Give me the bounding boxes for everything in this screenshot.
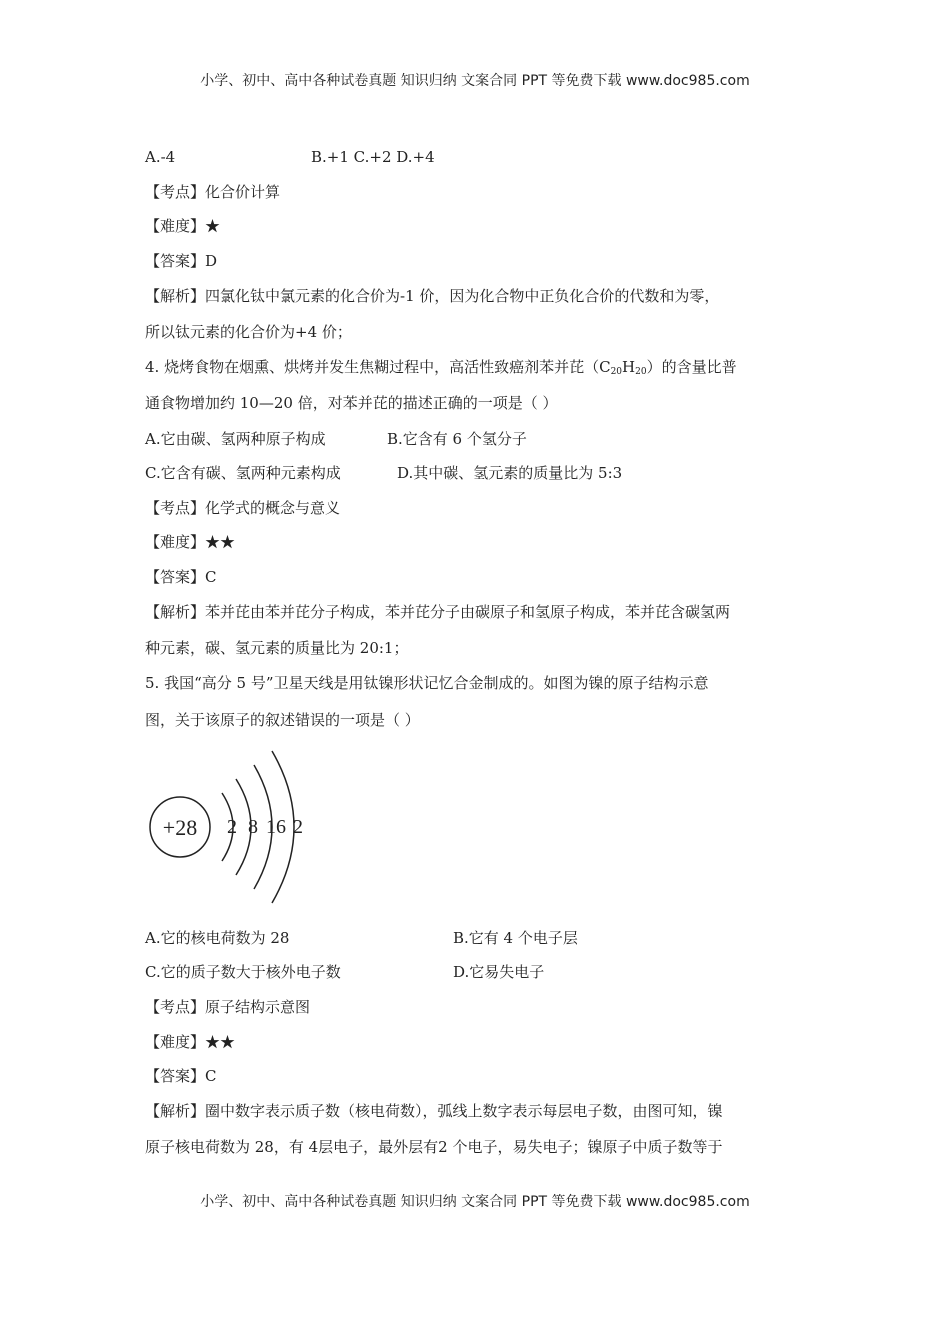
q3-jiexi-line2: 所以钛元素的化合价为+4 价； (145, 323, 352, 341)
q4-options-row1 (145, 429, 527, 449)
q4-option-b: B.它含有 6 个氢分子 (387, 430, 527, 448)
q4-kaodian: 【考点】化学式的概念与意义 (145, 499, 341, 517)
q4-subscript-c: 20 (610, 367, 623, 377)
q4-stem-text-c: ）的含量比普 (646, 358, 737, 376)
q3-options-bcd: B.+1 C.+2 D.+4 (311, 148, 435, 166)
q4-stem-line1 (145, 357, 737, 382)
shell-electrons-1: 2 (227, 816, 237, 838)
q4-options-row2 (145, 463, 623, 483)
q4-subscript-h: 20 (635, 367, 647, 377)
q5-nandu: 【难度】★★ (145, 1033, 236, 1051)
q4-jiexi-line2: 种元素，碳、氢元素的质量比为 20:1； (145, 639, 409, 657)
q5-daan: 【答案】C (145, 1067, 217, 1085)
q3-daan: 【答案】D (145, 252, 218, 270)
q5-options-row1 (145, 928, 578, 948)
q5-stem-line2: 图，关于该原子的叙述错误的一项是（ ） (145, 711, 420, 729)
q4-option-a: A.它由碳、氢两种原子构成 (145, 430, 326, 448)
shell-electrons-2: 8 (248, 816, 258, 838)
q5-jiexi-line2: 原子核电荷数为 28，有 4层电子，最外层有2 个电子，易失电子；镍原子中质子数等于 (145, 1138, 723, 1156)
q4-option-c: C.它含有碳、氢两种元素构成 (145, 464, 341, 482)
q4-stem-text-a: 4. 烧烤食物在烟熏、烘烤并发生焦糊过程中，高活性致癌剂苯并芘（C (145, 358, 611, 376)
q5-kaodian: 【考点】原子结构示意图 (145, 998, 311, 1016)
q4-stem-text-h: H (622, 358, 636, 376)
q3-kaodian: 【考点】化合价计算 (145, 183, 281, 201)
q3-option-a: A.-4 (145, 148, 176, 166)
q5-option-c: C.它的质子数大于核外电子数 (145, 963, 341, 981)
q5-option-a: A.它的核电荷数为 28 (145, 929, 290, 947)
page-footer: 小学、初中、高中各种试卷真题 知识归纳 文案合同 PPT 等免费下载 www.doc985.com (200, 1194, 750, 1210)
page-header: 小学、初中、高中各种试卷真题 知识归纳 文案合同 PPT 等免费下载 www.doc985.com (200, 73, 750, 89)
q3-nandu: 【难度】★ (145, 217, 221, 235)
shell-electrons-4: 2 (293, 816, 303, 838)
atom-structure-diagram (140, 745, 340, 905)
q3-options (145, 147, 435, 167)
q4-stem-line2: 通食物增加约 10—20 倍，对苯并芘的描述正确的一项是（ ） (145, 394, 558, 412)
q5-jiexi-line1: 【解析】圈中数字表示质子数（核电荷数），弧线上数字表示每层电子数，由图可知，镍 (145, 1102, 723, 1120)
q5-option-b: B.它有 4 个电子层 (453, 929, 578, 947)
q4-jiexi-line1: 【解析】苯并芘由苯并芘分子构成，苯并芘分子由碳原子和氢原子构成，苯并芘含碳氢两 (145, 603, 731, 621)
shell-electrons-3: 16 (266, 816, 286, 838)
q4-daan: 【答案】C (145, 568, 217, 586)
q4-option-d: D.其中碳、氢元素的质量比为 5:3 (397, 464, 623, 482)
nucleus-charge: +28 (162, 815, 198, 840)
q5-stem-line1: 5. 我国“高分 5 号”卫星天线是用钛镍形状记忆合金制成的。如图为镍的原子结构示意 (145, 674, 709, 692)
q4-nandu: 【难度】★★ (145, 533, 236, 551)
q5-option-d: D.它易失电子 (453, 963, 545, 981)
q3-jiexi-line1: 【解析】四氯化钛中氯元素的化合价为-1 价，因为化合物中正负化合价的代数和为零， (145, 287, 720, 305)
q5-options-row2 (145, 962, 545, 982)
